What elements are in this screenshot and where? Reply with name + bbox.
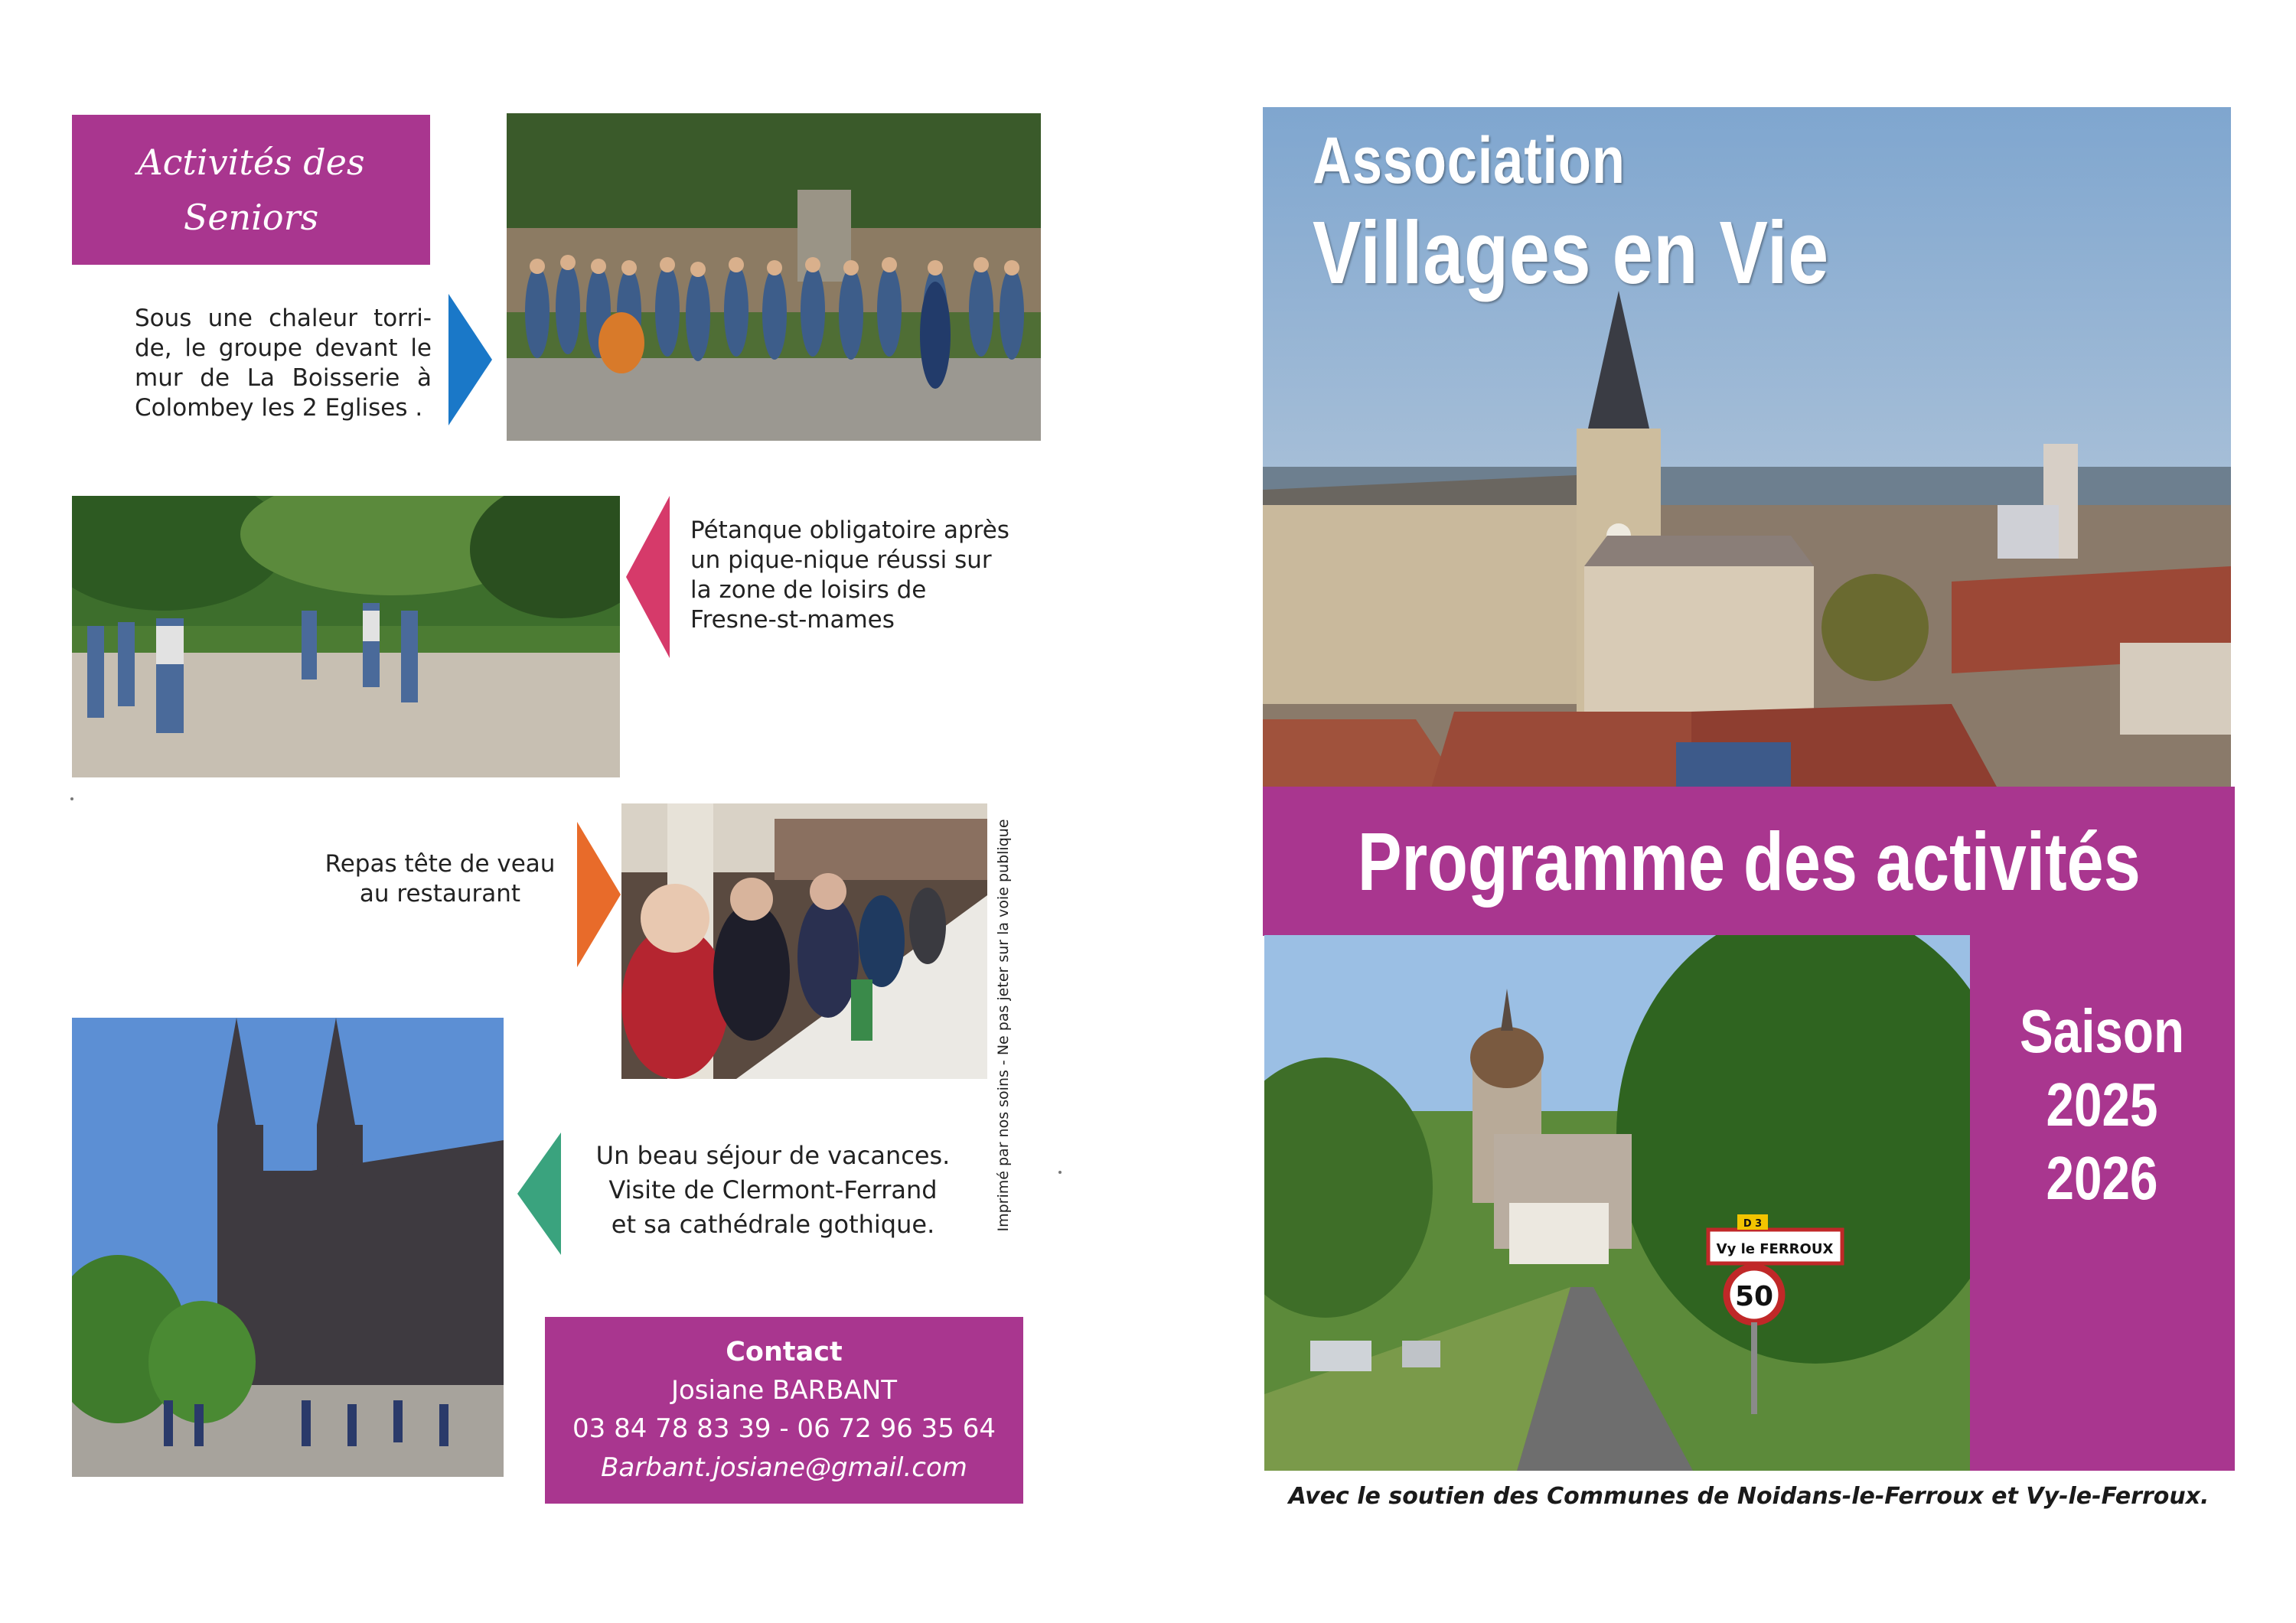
arrow-left-pink-icon [626,496,670,658]
photo-clermont-cathedral [72,1018,504,1477]
photo-village-road [1264,935,1970,1471]
contact-title: Contact [726,1337,843,1367]
caption-colombey: Sous une chaleur torri- de, le groupe devant le mur de La Boisserie à Colombey les 2 Eglises . [135,305,432,422]
contact-name: Josiane BARBANT [670,1375,898,1406]
speed-limit-text: 50 [1734,1281,1774,1312]
association-line1: Association [1313,124,1626,197]
road-sign-text: Vy le FERROUX [1716,1241,1834,1257]
season-year1: 2025 [2046,1071,2158,1139]
photo-petanque [72,496,620,777]
seniors-title-line1: Activités des [137,142,365,183]
contact-phones: 03 84 78 83 39 - 06 72 96 35 64 [572,1413,996,1444]
speck-dot [70,797,73,800]
print-note: Imprimé par nos soins - Ne pas jeter sur la voie publique [995,819,1012,1232]
arrow-right-blue-icon [448,294,492,425]
caption-restaurant: Repas tête de veau au restaurant [325,850,556,908]
arrow-left-green-icon [517,1133,561,1255]
road-number-text: D 3 [1743,1218,1763,1230]
support-line: Avec le soutien des Communes de Noidans-le-Ferroux et Vy-le-Ferroux. [1288,1483,2210,1510]
association-title [1313,122,1942,306]
contact-box [545,1317,1023,1504]
seniors-title-line2: Seniors [183,197,319,238]
contact-email[interactable]: Barbant.josiane@gmail.com [601,1452,967,1483]
season-year2: 2026 [2046,1144,2158,1212]
caption-clermont: Un beau séjour de vacances. Visite de Clermont-Ferrand et sa cathédrale gothique. [595,1141,951,1239]
programme-title: Programme des activités [1357,815,2141,908]
arrow-right-orange-icon [577,822,621,967]
speck-dot-2 [1058,1171,1062,1174]
programme-band [1263,787,2235,936]
season-label: Saison [2019,997,2185,1065]
photo-restaurant [621,803,987,1079]
photo-group-la-boisserie [507,113,1041,441]
caption-petanque: Pétanque obligatoire après un pique-nique réussi sur la zone de loisirs de Fresne-st-mames [690,517,1009,634]
association-line2: Villages en Vie [1313,203,1830,302]
season-block [1969,995,2235,1215]
seniors-title-box [72,115,430,265]
